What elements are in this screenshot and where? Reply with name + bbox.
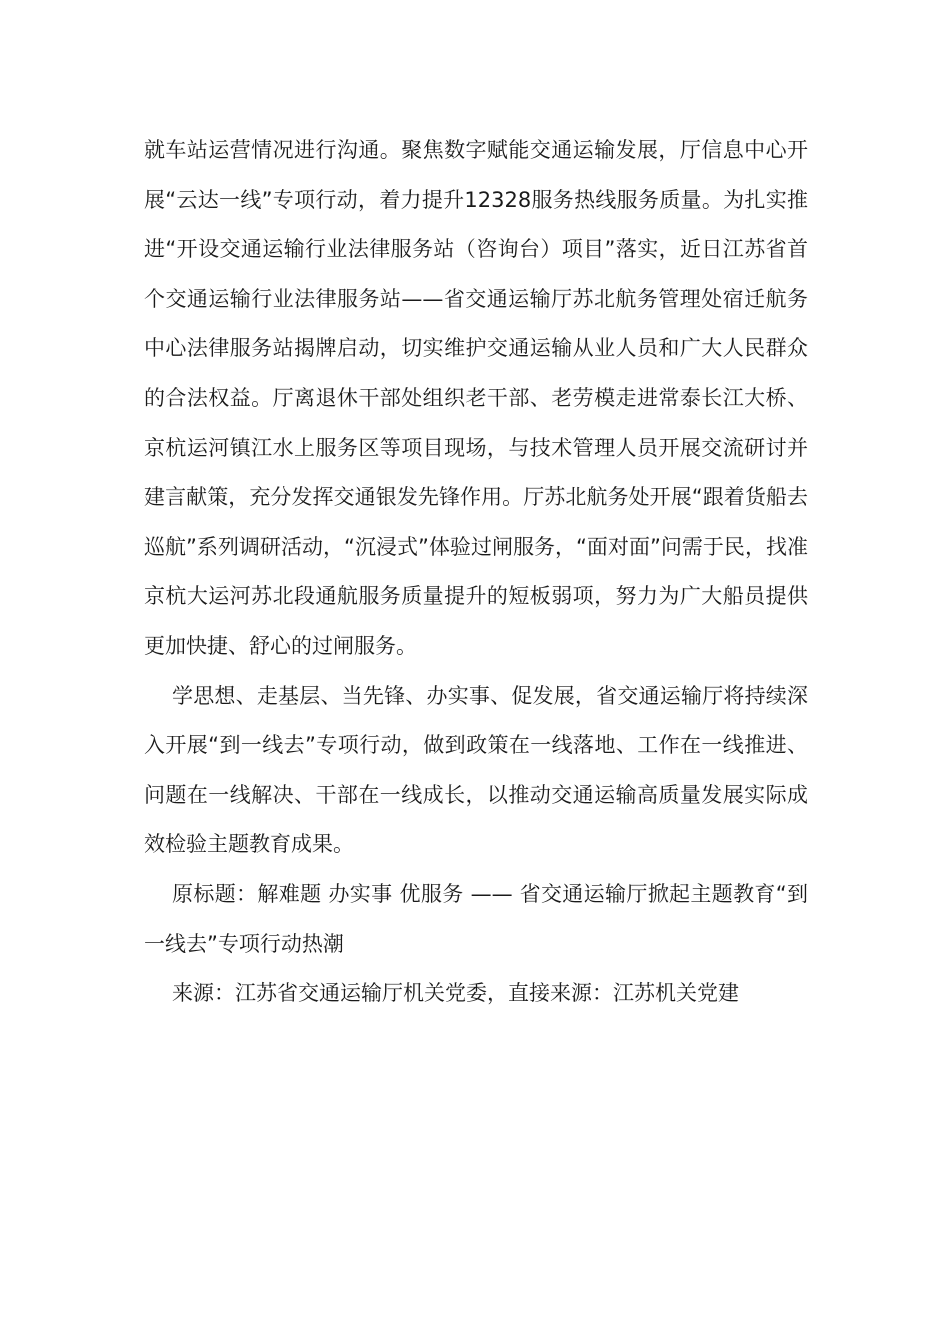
paragraph-conclusion: 学思想、走基层、当先锋、办实事、促发展，省交通运输厅将持续深入开展“到一线去”专项行动，做到政策在一线落地、工作在一线推进、问题在一线解决、干部在一线成长，以推动交通运输高质量发展实际成效检验主题教育成果。 [144,683,808,857]
source-line: 来源：江苏省交通运输厅机关党委，直接来源：江苏机关党建 [172,981,739,1006]
paragraph-continuation: 就车站运营情况进行沟通。聚焦数字赋能交通运输发展，厅信息中心开展“云达一线”专项行动，着力提升12328服务热线服务质量。为扎实推进“开设交通运输行业法律服务站（咨询台）项目”落实，近日江苏省首个交通运输行业法律服务站——省交通运输厅苏北航务管理处宿迁航务中心法律服务站揭牌启动，切实维护交通运输从业人员和广大人民群众的合法权益。厅离退休干部处组织老干部、老劳模走进常泰长江大桥、京杭运河镇江水上服务区等项目现场，与技术管理人员开展交流研讨并建言献策，充分发挥交通银发先锋作用。厅苏北航务处开展“跟着货船去巡航”系列调研活动，“沉浸式”体验过闸服务，“面对面”问需于民，找准京杭大运河苏北段通航服务质量提升的短板弱项，努力为广大船员提供更加快捷、舒心的过闸服务。 [144,138,808,658]
article-body [144,126,808,1019]
original-title: 原标题：解难题 办实事 优服务 —— 省交通运输厅掀起主题教育“到一线去”专项行动热潮 [144,881,809,956]
